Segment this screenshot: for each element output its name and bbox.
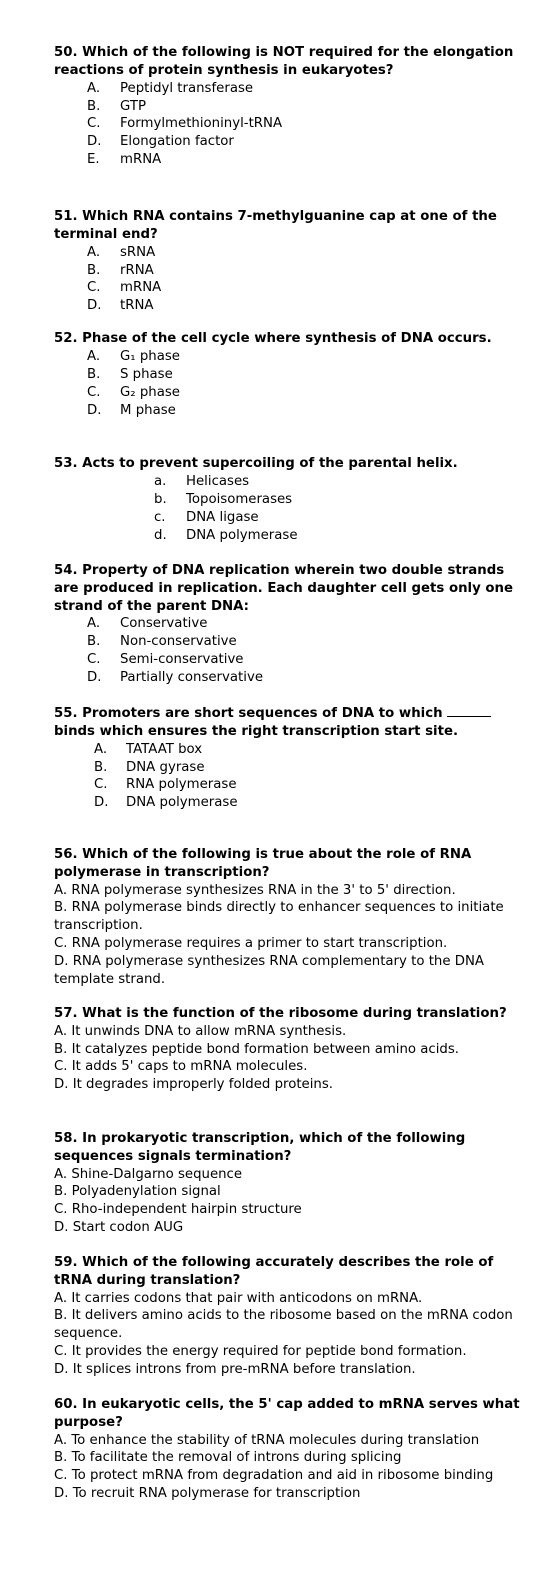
option-c: C. RNA polymerase requires a primer to start transcription.: [54, 935, 448, 951]
option-b: B. GTP: [87, 98, 146, 114]
option-a: A. sRNA: [87, 244, 156, 260]
question-50: [54, 44, 524, 208]
question-stem: 56. Which of the following is true about the role of RNA polymerase in transcription?: [54, 847, 472, 880]
option-a: A. RNA polymerase synthesizes RNA in the 3' to 5' direction.: [54, 882, 456, 898]
option-list: [54, 615, 524, 687]
question-55: [54, 704, 524, 846]
option-c: C. Semi-conservative: [87, 652, 244, 668]
option-a: A. TATAAT box: [94, 741, 203, 757]
question-stem: 51. Which RNA contains 7-methylguanine cap at one of the terminal end?: [54, 209, 497, 242]
question-51: [54, 208, 524, 330]
option-d: D. tRNA: [87, 298, 154, 314]
question-stem: 59. Which of the following accurately describes the role of tRNA during translation?: [54, 1255, 494, 1288]
option-d: D. DNA polymerase: [94, 795, 238, 811]
option-a: A. It carries codons that pair with anticodons on mRNA.: [54, 1290, 423, 1306]
option-d: D. Elongation factor: [87, 134, 234, 150]
question-stem: 58. In prokaryotic transcription, which of the following sequences signals termination?: [54, 1131, 466, 1164]
option-list: [54, 80, 524, 170]
question-56: [54, 846, 524, 1005]
option-b: B. It catalyzes peptide bond formation between amino acids.: [54, 1041, 460, 1057]
question-stem: 52. Phase of the cell cycle where synthesis of DNA occurs.: [54, 331, 492, 346]
option-a: A. Conservative: [87, 616, 208, 632]
option-list: [54, 882, 524, 989]
option-c: C. RNA polymerase: [94, 777, 237, 793]
question-59: [54, 1254, 524, 1396]
question-stem: 60. In eukaryotic cells, the 5' cap added to mRNA serves what purpose?: [54, 1397, 520, 1430]
option-b: B. To facilitate the removal of introns during splicing: [54, 1450, 402, 1466]
question-stem: 54. Property of DNA replication wherein two double strands are produced in replication. Each daughter cell gets only one strand of the parent DNA:: [54, 563, 514, 614]
option-b: B. It delivers amino acids to the ribosome based on the mRNA codon sequence.: [54, 1308, 513, 1342]
option-c: C. G₂ phase: [87, 384, 180, 400]
option-list: [54, 473, 524, 545]
question-60: [54, 1396, 524, 1503]
option-b: B. DNA gyrase: [94, 759, 205, 775]
option-a: A. To enhance the stability of tRNA molecules during translation: [54, 1432, 480, 1448]
option-d: D. It splices introns from pre-mRNA before translation.: [54, 1361, 416, 1377]
question-58: [54, 1130, 524, 1254]
option-b: b. Topoisomerases: [154, 491, 293, 507]
option-b: B. Non-conservative: [87, 634, 237, 650]
option-a: A. It unwinds DNA to allow mRNA synthesis.: [54, 1023, 347, 1039]
option-b: B. rRNA: [87, 262, 154, 278]
option-a: A. Peptidyl transferase: [87, 80, 254, 96]
question-stem: 57. What is the function of the ribosome during translation?: [54, 1006, 507, 1021]
option-a: A. Shine-Dalgarno sequence: [54, 1166, 243, 1182]
option-list: [54, 741, 524, 813]
option-a: a. Helicases: [154, 473, 250, 489]
option-d: D. Start codon AUG: [54, 1219, 184, 1235]
option-d: D. RNA polymerase synthesizes RNA complementary to the DNA template strand.: [54, 953, 485, 987]
question-53: [54, 455, 524, 562]
question-stem: 55. Promoters are short sequences of DNA to which binds which ensures the right transcription start site.: [54, 704, 524, 741]
option-d: d. DNA polymerase: [154, 527, 298, 543]
option-list: [54, 348, 524, 420]
option-list: [54, 244, 524, 316]
option-list: [54, 1023, 524, 1094]
question-52: [54, 330, 524, 455]
option-d: D. It degrades improperly folded proteins.: [54, 1077, 334, 1093]
option-list: [54, 1290, 524, 1379]
option-a: A. G₁ phase: [87, 348, 180, 364]
question-stem: 50. Which of the following is NOT required for the elongation reactions of protein synthesis in eukaryotes?: [54, 45, 514, 78]
option-c: C. It adds 5' caps to mRNA molecules.: [54, 1059, 308, 1075]
option-c: C. It provides the energy required for peptide bond formation.: [54, 1343, 467, 1359]
option-d: D. To recruit RNA polymerase for transcription: [54, 1485, 361, 1501]
exam-document: [54, 44, 524, 1503]
option-d: D. M phase: [87, 402, 176, 418]
option-d: D. Partially conservative: [87, 670, 263, 686]
option-list: [54, 1166, 524, 1237]
option-b: B. RNA polymerase binds directly to enhancer sequences to initiate transcription.: [54, 900, 504, 934]
option-list: [54, 1432, 524, 1503]
answer-blank: [447, 704, 491, 717]
option-c: c. DNA ligase: [154, 509, 259, 525]
option-b: B. S phase: [87, 366, 173, 382]
option-c: C. To protect mRNA from degradation and aid in ribosome binding: [54, 1468, 494, 1484]
option-c: C. Rho-independent hairpin structure: [54, 1202, 302, 1218]
option-b: B. Polyadenylation signal: [54, 1184, 221, 1200]
option-e: E. mRNA: [87, 152, 162, 168]
question-57: [54, 1005, 524, 1130]
option-c: C. Formylmethioninyl-tRNA: [87, 116, 283, 132]
question-54: [54, 562, 524, 704]
question-stem: 53. Acts to prevent supercoiling of the parental helix.: [54, 456, 458, 471]
option-c: C. mRNA: [87, 280, 162, 296]
